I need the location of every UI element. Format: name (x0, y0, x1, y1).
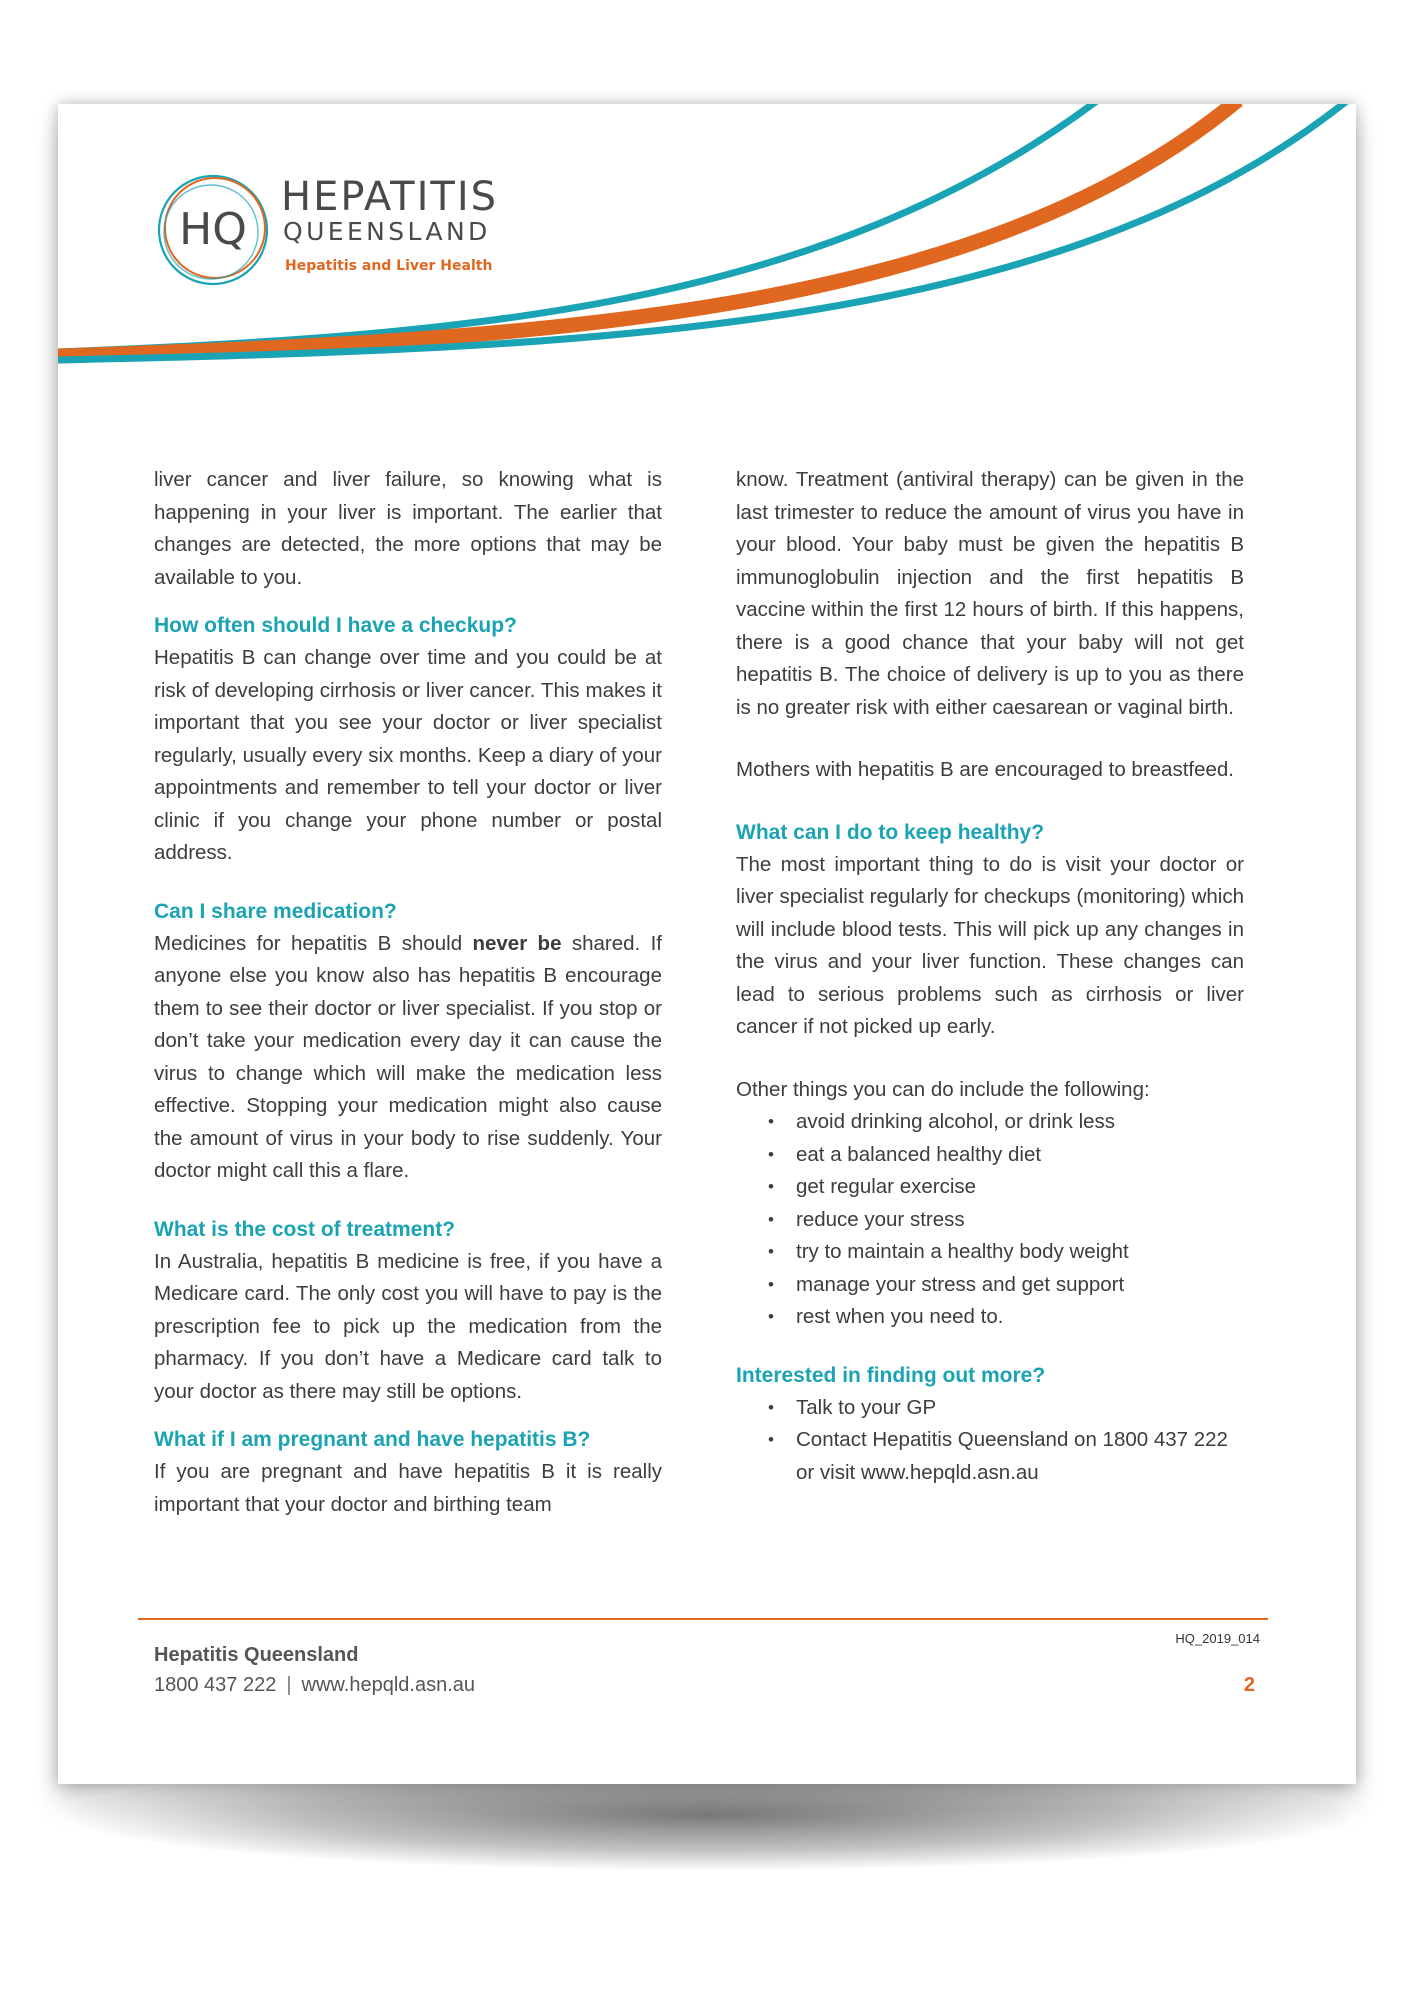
left-column (154, 464, 662, 1521)
footer-website: www.hepqld.asn.au (301, 1674, 475, 1696)
list-intro: Other things you can do include the following: (736, 1077, 1150, 1101)
list-item: • try to maintain a healthy body weight (768, 1236, 1244, 1269)
list-item: • eat a balanced healthy diet (768, 1139, 1244, 1172)
list-item: • reduce your stress (768, 1204, 1244, 1237)
document-page (58, 104, 1356, 1784)
logo-subtitle: QUEENSLAND (283, 217, 491, 246)
checkup-paragraph: Hepatitis B can change over time and you could be at risk of developing cirrhosis or liver cancer. This makes it important that you see your doctor or liver specialist regularly, usually every six months. Keep a diary of your appointments and remember to tell your doctor or liver clinic if you change your phone number or postal address. (154, 646, 662, 864)
footer-divider (138, 1618, 1268, 1620)
list-item: • Talk to your GP (768, 1392, 1244, 1425)
share-text-end: shared. If anyone else you know also has hepatitis B encourage them to see their doctor or liver specialist. If you stop or don’t take your medication every day it can cause the virus to change which will make the medication less effective. Stopping your medication might also cause the amount of virus in your body to rise suddenly. Your doctor might call this a flare. (154, 931, 662, 1182)
pregnant-paragraph: If you are pregnant and have hepatitis B it is really important that your doctor and birthing team (154, 1460, 662, 1516)
list-item: • Contact Hepatitis Queensland on 1800 437 222 or visit www.hepqld.asn.au (768, 1424, 1244, 1489)
list-item: • avoid drinking alcohol, or drink less (768, 1106, 1244, 1139)
share-text-start: Medicines for hepatitis B should (154, 931, 473, 955)
healthy-heading: What can I do to keep healthy? (736, 820, 1045, 844)
hq-logo-mark (153, 170, 273, 290)
more-info-heading: Interested in finding out more? (736, 1363, 1046, 1387)
hq-logo (153, 170, 513, 290)
list-item: • rest when you need to. (768, 1301, 1244, 1334)
list-item: • manage your stress and get support (768, 1269, 1244, 1302)
footer-organisation: Hepatitis Queensland (154, 1644, 359, 1666)
page-number: 2 (1243, 1674, 1255, 1696)
footer-separator: | (286, 1674, 292, 1696)
share-emphasis: never be (472, 931, 562, 955)
cost-paragraph: In Australia, hepatitis B medicine is free, if you have a Medicare card. The only cost you will have to pay is the prescription fee to pick up the medication from the pharmacy. If you don’t have a Medicare card talk to your doctor as there may still be options. (154, 1249, 662, 1403)
share-paragraph (154, 928, 662, 1188)
pregnant-heading: What if I am pregnant and have hepatitis B? (154, 1428, 591, 1451)
logo-tagline: Hepatitis and Liver Health (285, 258, 493, 274)
list-item: • get regular exercise (768, 1171, 1244, 1204)
hq-logo-letters: HQ (179, 204, 247, 255)
document-code: HQ_2019_014 (1175, 1631, 1260, 1646)
pregnancy-continuation-paragraph: know. Treatment (antiviral therapy) can be given in the last trimester to reduce the amount of virus you have in your blood. Your baby must be given the hepatitis B immunoglobulin injection and the first hepatitis B vaccine within the first 12 hours of birth. If this happens, there is a good chance that your baby will not get hepatitis B. The choice of delivery is up to you as there is no greater risk with either caesarean or vaginal birth. (736, 468, 1244, 719)
more-info-list (736, 1392, 1244, 1490)
healthy-tips-list (736, 1106, 1244, 1334)
intro-paragraph: liver cancer and liver failure, so knowing what is happening in your liver is important. The earlier that changes are detected, the more options that may be available to you. (154, 468, 662, 589)
breastfeed-paragraph: Mothers with hepatitis B are encouraged to breastfeed. (736, 758, 1234, 781)
checkup-heading: How often should I have a checkup? (154, 614, 517, 637)
logo-title: HEPATITIS (281, 174, 499, 220)
footer-contact (154, 1674, 475, 1697)
share-heading: Can I share medication? (154, 899, 397, 923)
right-column (736, 464, 1244, 1489)
healthy-paragraph: The most important thing to do is visit your doctor or liver specialist regularly for checkups (monitoring) which will include blood tests. This will pick up any changes in the virus and your liver function. These changes can lead to serious problems such as cirrhosis or liver cancer if not picked up early. (736, 852, 1244, 1038)
cost-heading: What is the cost of treatment? (154, 1217, 456, 1241)
footer-phone: 1800 437 222 (154, 1674, 277, 1696)
